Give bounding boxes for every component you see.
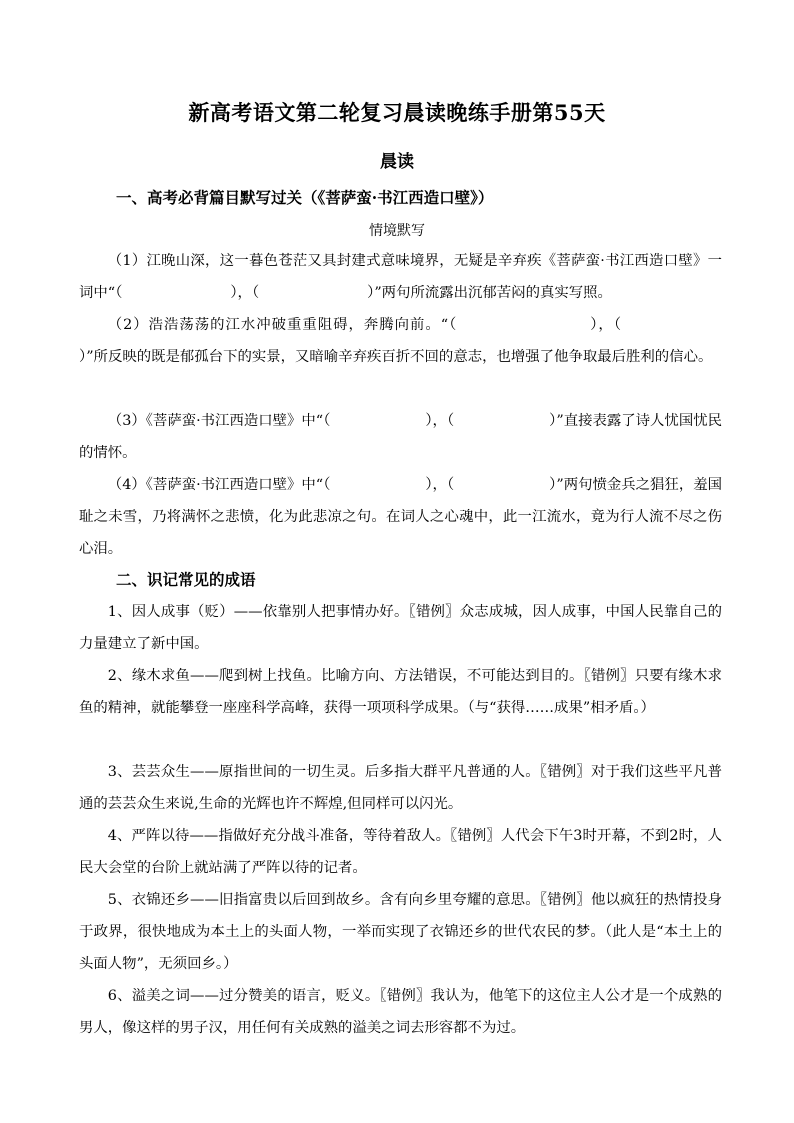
- question-2: [79, 309, 722, 373]
- question-text: （4）《菩萨蛮·书江西造口壁》中“（: [107, 477, 331, 493]
- question-text: ），（: [230, 285, 260, 301]
- question-3: [79, 405, 722, 469]
- question-text: ），（: [589, 317, 622, 333]
- question-text: ）”直接表露了诗人忧国忧民的情怀。: [79, 413, 722, 461]
- question-text: ），（: [425, 413, 455, 429]
- idiom-item: 1、因人成事（贬）——依靠别人把事情办好。〖错例〗众志成城，因人成事，中国人民靠自己的力量建立了新中国。: [79, 604, 722, 652]
- page-title: 新高考语文第二轮复习晨读晚练手册第55天: [188, 100, 606, 125]
- section-heading-2: 二、识记常见的成语: [116, 570, 256, 589]
- idiom-item: 4、严阵以待——指做好充分战斗准备，等待着敌人。〖错例〗人代会下午3时开幕，不到2时，人民大会堂的台阶上就站满了严阵以待的记者。: [79, 828, 722, 876]
- question-1: [79, 245, 722, 309]
- idiom-item: 5、衣锦还乡——旧指富贵以后回到故乡。含有向乡里夸耀的意思。〖错例〗他以疯狂的热情投身于政界，很快地成为本土上的头面人物，一举而实现了衣锦还乡的世代农民的梦。（此人是“本土上的头面人物”，无须回乡。）: [79, 892, 722, 972]
- question-text: （2）浩浩荡荡的江水冲破重重阻碍，奔腾向前。“（: [107, 317, 458, 333]
- question-text: ）”两句所流露出沉郁苦闷的真实写照。: [367, 285, 612, 301]
- question-text: ）”所反映的既是郁孤台下的实景，又暗喻辛弃疾百折不回的意志，也增强了他争取最后胜利的信心。: [79, 349, 713, 365]
- page-subtitle: 晨读: [380, 152, 414, 172]
- section-heading-1: 一、高考必背篇目默写过关（《菩萨蛮·书江西造口壁》）: [116, 188, 494, 207]
- question-text: ），（: [425, 477, 455, 493]
- idiom-item: 6、溢美之词——过分赞美的语言，贬义。〖错例〗我认为，他笔下的这位主人公才是一个成熟的男人，像这样的男子汉，用任何有关成熟的溢美之词去形容都不为过。: [79, 988, 722, 1036]
- idiom-item: 3、芸芸众生——原指世间的一切生灵。后多指大群平凡普通的人。〖错例〗对于我们这些平凡普通的芸芸众生来说,生命的光辉也许不辉煌,但同样可以闪光。: [79, 764, 722, 812]
- idiom-item: 2、缘木求鱼——爬到树上找鱼。比喻方向、方法错误，不可能达到目的。〖错例〗只要有缘木求鱼的精神，就能攀登一座座科学高峰，获得一项项科学成果。（与“获得……成果”相矛盾。）: [79, 668, 722, 716]
- question-4: [79, 469, 722, 565]
- question-text: （1）江晚山深，这一暮色苍茫又具封建式意味境界，无疑是辛弃疾《菩萨蛮·书江西造口壁》一词中“（: [79, 253, 722, 301]
- section-subheading: 情境默写: [369, 223, 425, 239]
- question-text: ）”两句愤金兵之猖狂，羞国耻之未雪，乃将满怀之悲愤，化为此悲凉之句。在词人之心魂中，此一江流水，竟为行人流不尽之伤心泪。: [79, 477, 722, 557]
- question-text: （3）《菩萨蛮·书江西造口壁》中“（: [107, 413, 331, 429]
